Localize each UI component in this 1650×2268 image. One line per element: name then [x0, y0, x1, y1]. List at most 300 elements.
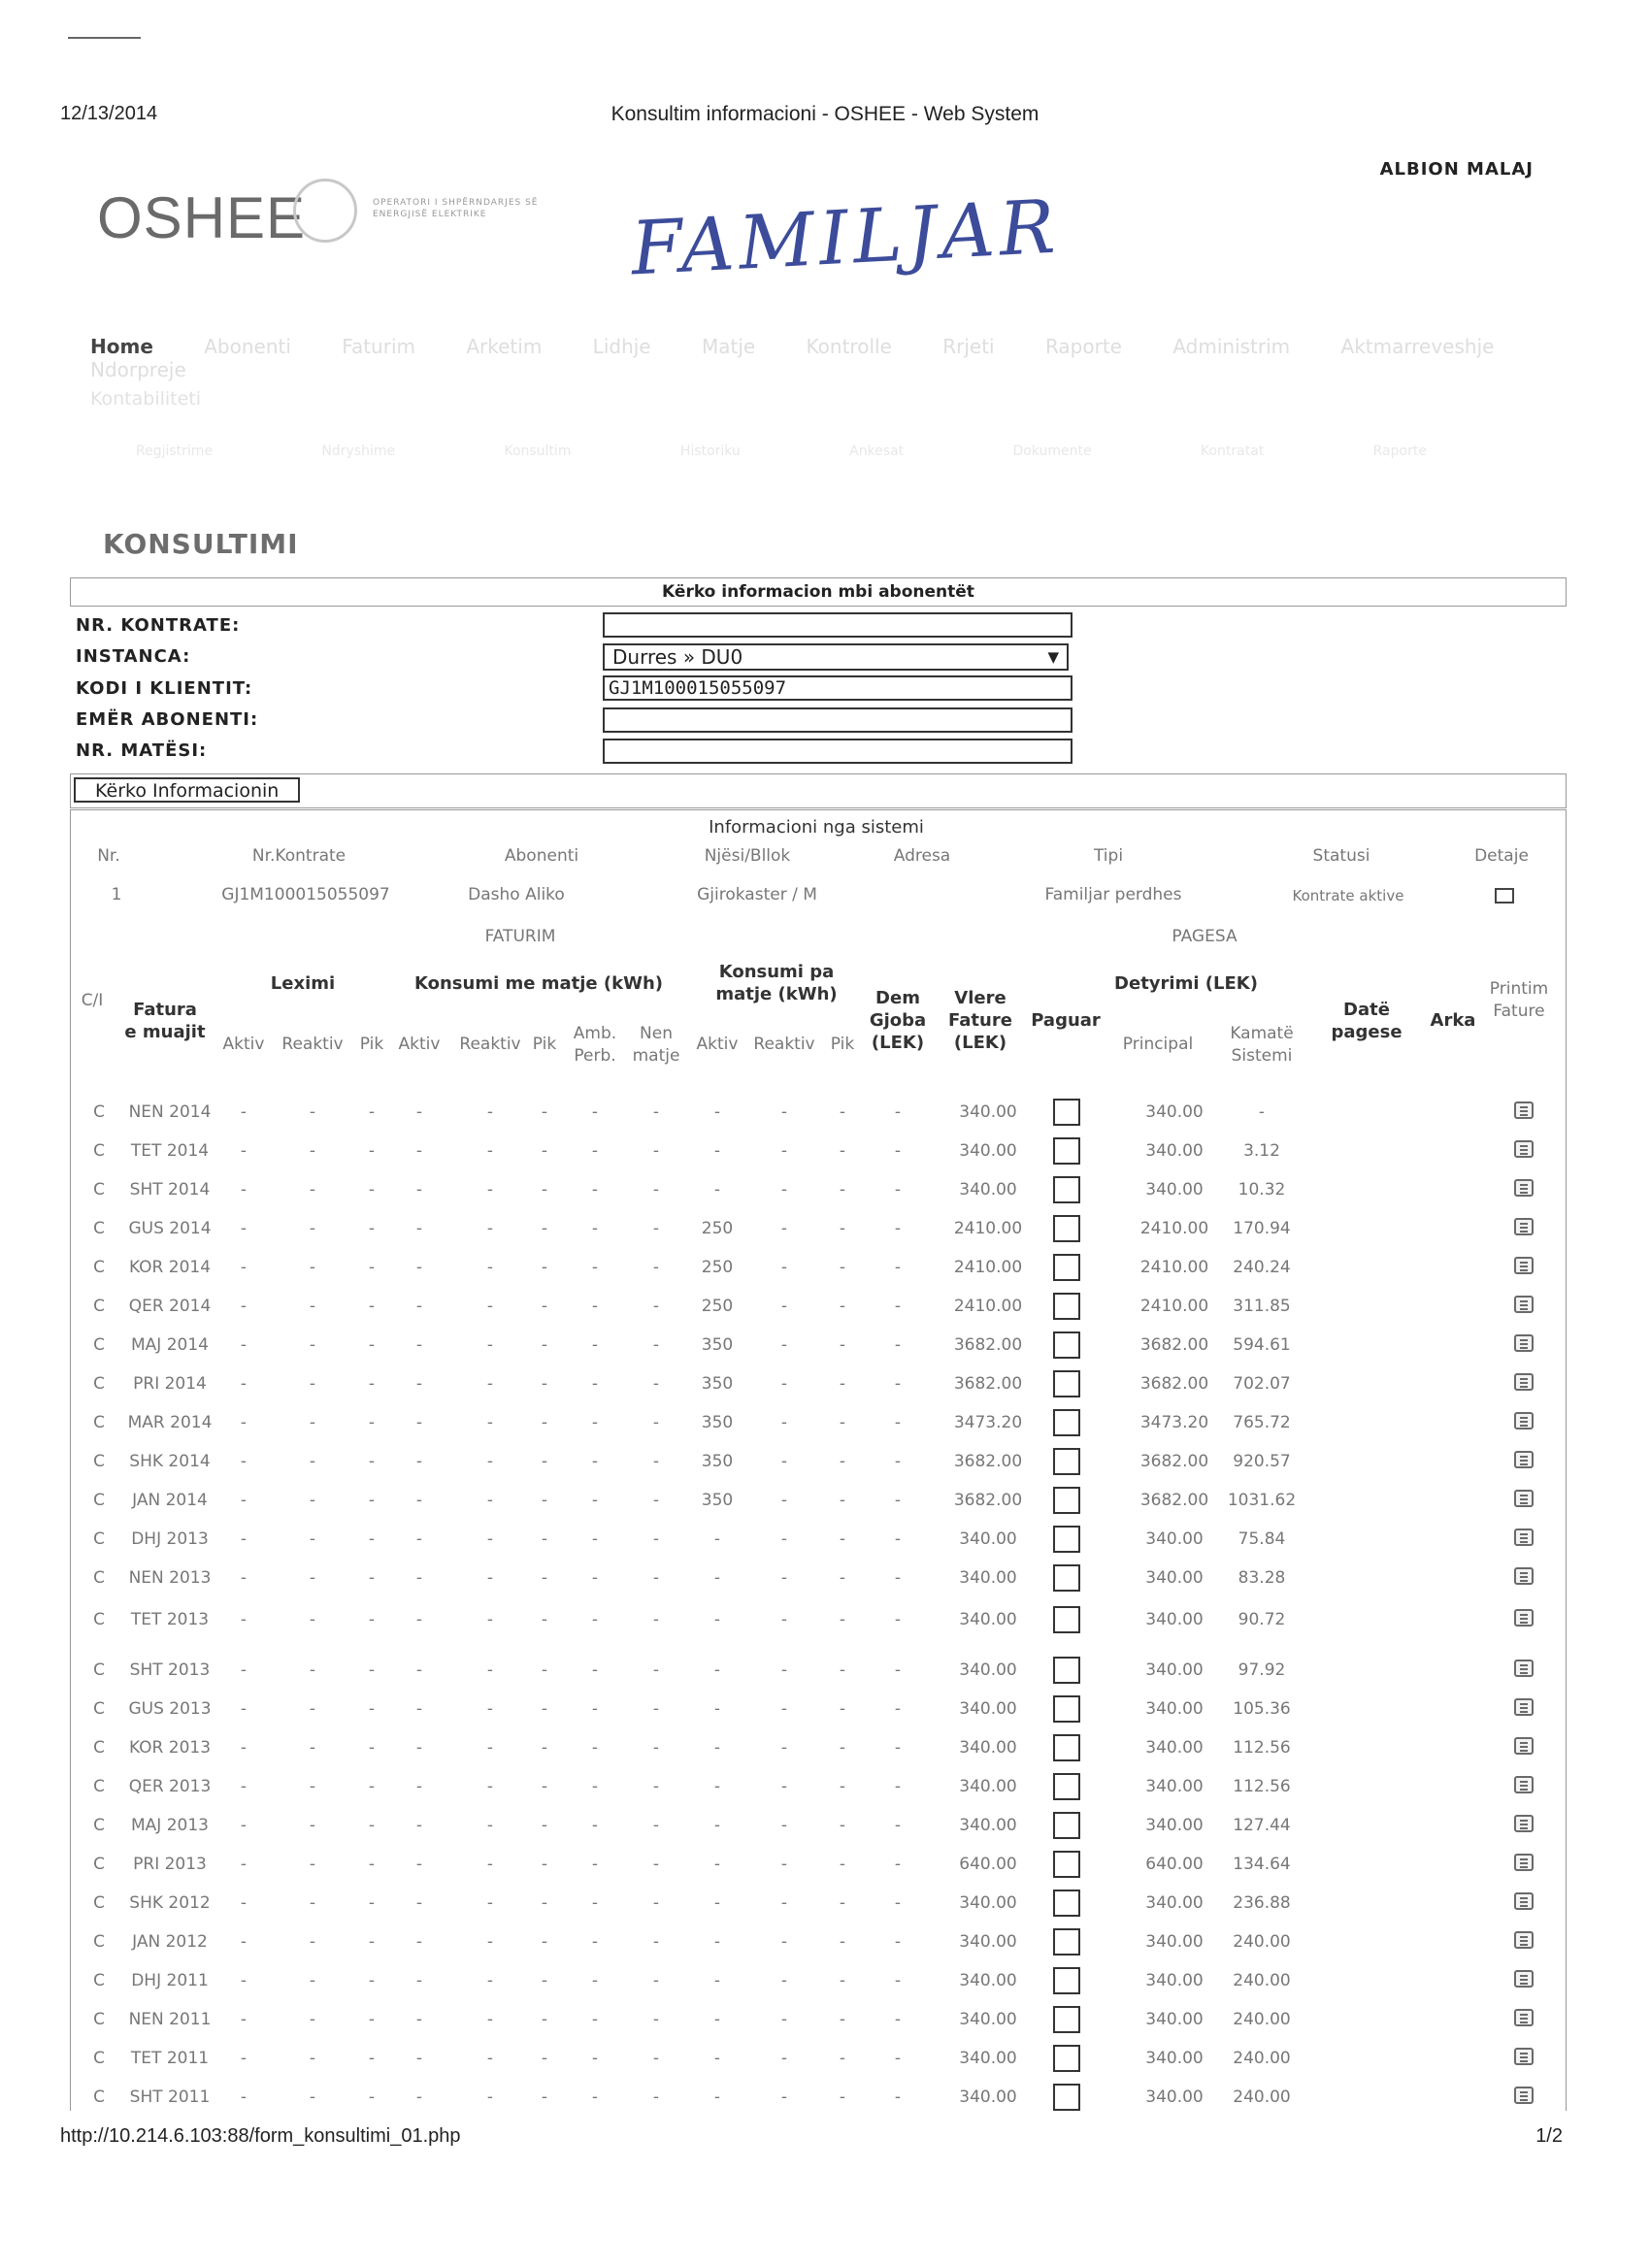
nav-item-ndorpreje[interactable]: Ndorpreje	[90, 358, 186, 381]
row-konsumi-pa-aktiv: -	[713, 1102, 721, 1122]
col-adresa: Adresa	[893, 846, 951, 866]
row-empty-cell: -	[415, 1141, 423, 1161]
sub-me-aktiv: Aktiv	[398, 1035, 441, 1054]
print-invoice-icon[interactable]	[1514, 1257, 1534, 1274]
paguar-checkbox[interactable]	[1053, 1734, 1080, 1761]
print-invoice-icon[interactable]	[1514, 1609, 1534, 1627]
row-principal: 2410.00	[1139, 1219, 1209, 1238]
instanca-select[interactable]	[603, 643, 1069, 671]
row-empty-cell: -	[368, 1374, 376, 1394]
row-empty-cell: -	[652, 1413, 660, 1432]
row-month: GUS 2014	[128, 1219, 212, 1238]
row-empty-cell: -	[541, 1738, 548, 1758]
row-konsumi-pa-aktiv: -	[713, 1816, 721, 1835]
row-vlere-fature: 340.00	[959, 1141, 1017, 1161]
row-principal: 3682.00	[1139, 1491, 1209, 1510]
paguar-checkbox[interactable]	[1053, 1526, 1080, 1553]
paguar-checkbox[interactable]	[1053, 1448, 1080, 1475]
paguar-checkbox[interactable]	[1053, 1851, 1080, 1878]
row-empty-cell: -	[780, 2049, 788, 2068]
row-empty-cell: -	[839, 1738, 846, 1758]
paguar-checkbox[interactable]	[1053, 1928, 1080, 1956]
row-ci: C	[93, 1971, 105, 1990]
row-vlere-fature: 2410.00	[953, 1297, 1023, 1316]
row-ci: C	[93, 1529, 105, 1549]
paguar-checkbox[interactable]	[1053, 1099, 1080, 1126]
instanca-label: INSTANCA:	[76, 646, 191, 667]
paguar-checkbox[interactable]	[1053, 1890, 1080, 1917]
row-empty-cell: -	[368, 1660, 376, 1680]
row-empty-cell: -	[415, 1738, 423, 1758]
row-empty-cell: -	[541, 1491, 548, 1510]
row-empty-cell: -	[368, 1816, 376, 1835]
info-njesi: Gjirokaster / M	[697, 885, 817, 904]
row-empty-cell: -	[415, 1777, 423, 1796]
row-principal: 340.00	[1145, 1932, 1204, 1952]
paguar-checkbox[interactable]	[1053, 1409, 1080, 1436]
row-empty-cell: -	[415, 2087, 423, 2107]
print-invoice-icon[interactable]	[1514, 1179, 1534, 1197]
row-empty-cell: -	[894, 1932, 902, 1952]
results-panel	[70, 809, 1567, 2111]
row-empty-cell: -	[780, 2010, 788, 2029]
row-konsumi-pa-aktiv: -	[713, 2049, 721, 2068]
paguar-checkbox[interactable]	[1053, 1293, 1080, 1320]
row-month: NEN 2014	[128, 1102, 212, 1122]
paguar-checkbox[interactable]	[1053, 1487, 1080, 1514]
print-invoice-icon[interactable]	[1514, 1490, 1534, 1507]
nav-item-faturim[interactable]: Faturim	[342, 335, 415, 358]
col-leximi: Leximi	[270, 973, 336, 994]
row-kamate: 90.72	[1238, 1610, 1286, 1629]
row-empty-cell: -	[541, 1413, 548, 1432]
row-kamate: 1031.62	[1227, 1491, 1297, 1510]
paguar-checkbox[interactable]	[1053, 1370, 1080, 1397]
nav-item-matje[interactable]: Matje	[701, 335, 756, 358]
row-ci: C	[93, 1258, 105, 1277]
row-empty-cell: -	[240, 1660, 248, 1680]
row-empty-cell: -	[486, 1335, 494, 1355]
row-principal: 2410.00	[1139, 1258, 1209, 1277]
row-empty-cell: -	[415, 1374, 423, 1394]
row-empty-cell: -	[839, 1491, 846, 1510]
row-empty-cell: -	[541, 1699, 548, 1719]
row-empty-cell: -	[839, 1699, 846, 1719]
row-empty-cell: -	[894, 1971, 902, 1990]
row-vlere-fature: 3473.20	[953, 1413, 1023, 1432]
kodi-klientit-label: KODI I KLIENTIT:	[76, 678, 253, 699]
row-empty-cell: -	[368, 1219, 376, 1238]
row-principal: 340.00	[1145, 1180, 1204, 1200]
row-konsumi-pa-aktiv: -	[713, 1660, 721, 1680]
row-kamate: -	[1258, 1102, 1266, 1122]
emer-abonenti-input[interactable]	[603, 707, 1072, 733]
row-empty-cell: -	[309, 1297, 316, 1316]
col-vlere-fature: Vlere	[954, 988, 1006, 1008]
row-empty-cell: -	[309, 1893, 316, 1913]
row-empty-cell: -	[541, 1660, 548, 1680]
row-month: JAN 2012	[132, 1932, 208, 1952]
row-empty-cell: -	[309, 1660, 316, 1680]
row-principal: 340.00	[1145, 1777, 1204, 1796]
section-title: KONSULTIMI	[103, 528, 299, 560]
sub-kamate-sistemi: Kamatë	[1230, 1024, 1294, 1043]
row-empty-cell: -	[652, 1855, 660, 1874]
col-tipi: Tipi	[1093, 846, 1124, 866]
row-empty-cell: -	[652, 1297, 660, 1316]
row-empty-cell: -	[780, 1452, 788, 1471]
info-kontrate: GJ1M100015055097	[221, 885, 390, 904]
print-invoice-icon[interactable]	[1514, 1567, 1534, 1585]
row-empty-cell: -	[652, 1699, 660, 1719]
row-principal: 2410.00	[1139, 1297, 1209, 1316]
row-empty-cell: -	[368, 1297, 376, 1316]
paguar-checkbox[interactable]	[1053, 1967, 1080, 1994]
col-date-pagese: Datë	[1343, 1000, 1390, 1020]
row-month: SHT 2013	[129, 1660, 211, 1680]
nav-home[interactable]: Home	[90, 335, 153, 358]
subnav-item[interactable]: Ndryshime	[321, 444, 396, 459]
row-empty-cell: -	[309, 1932, 316, 1952]
row-empty-cell: -	[839, 1297, 846, 1316]
row-empty-cell: -	[541, 1777, 548, 1796]
paguar-checkbox[interactable]	[1053, 2006, 1080, 2033]
row-empty-cell: -	[240, 1102, 248, 1122]
print-invoice-icon[interactable]	[1514, 1296, 1534, 1313]
row-empty-cell: -	[368, 1568, 376, 1588]
sub-nav	[136, 444, 1427, 486]
print-invoice-icon[interactable]	[1514, 1737, 1534, 1755]
row-empty-cell: -	[415, 1568, 423, 1588]
row-empty-cell: -	[780, 1180, 788, 1200]
row-empty-cell: -	[486, 1971, 494, 1990]
subnav-item[interactable]: Raporte	[1372, 444, 1427, 459]
row-ci: C	[93, 1816, 105, 1835]
row-month: TET 2011	[130, 2049, 210, 2068]
row-empty-cell: -	[486, 1610, 494, 1629]
row-empty-cell: -	[780, 1258, 788, 1277]
row-empty-cell: -	[240, 1297, 248, 1316]
paguar-checkbox[interactable]	[1053, 2084, 1080, 2111]
paguar-checkbox[interactable]	[1053, 1695, 1080, 1723]
col-vlere-fature-line2: Fature	[948, 1010, 1012, 1031]
row-konsumi-pa-aktiv: -	[713, 1971, 721, 1990]
print-invoice-icon[interactable]	[1514, 1660, 1534, 1677]
row-principal: 340.00	[1145, 2049, 1204, 2068]
row-vlere-fature: 3682.00	[953, 1374, 1023, 1394]
row-konsumi-pa-aktiv: 350	[701, 1335, 734, 1355]
row-empty-cell: -	[486, 1452, 494, 1471]
row-empty-cell: -	[240, 1610, 248, 1629]
print-invoice-icon[interactable]	[1514, 1892, 1534, 1910]
row-empty-cell: -	[652, 1568, 660, 1588]
row-empty-cell: -	[541, 2087, 548, 2107]
paguar-checkbox[interactable]	[1053, 1331, 1080, 1359]
row-empty-cell: -	[652, 1971, 660, 1990]
print-invoice-icon[interactable]	[1514, 1412, 1534, 1430]
row-empty-cell: -	[839, 1893, 846, 1913]
sub-pa-pik: Pik	[830, 1035, 855, 1054]
scan-mark	[68, 37, 141, 39]
row-empty-cell: -	[894, 1491, 902, 1510]
info-abonenti: Dasho Aliko	[468, 885, 565, 904]
row-empty-cell: -	[652, 1258, 660, 1277]
row-empty-cell: -	[591, 1699, 599, 1719]
row-empty-cell: -	[368, 1141, 376, 1161]
row-empty-cell: -	[309, 1180, 316, 1200]
row-empty-cell: -	[780, 1335, 788, 1355]
search-button[interactable]: Kërko Informacionin	[74, 777, 300, 803]
row-empty-cell: -	[309, 1568, 316, 1588]
row-vlere-fature: 340.00	[959, 1893, 1017, 1913]
col-konsumi-pa-matje-line2: matje (kWh)	[715, 984, 838, 1004]
print-invoice-icon[interactable]	[1514, 1334, 1534, 1352]
nav-item-administrim[interactable]: Administrim	[1172, 335, 1291, 358]
print-invoice-icon[interactable]	[1514, 1101, 1534, 1119]
row-month: DHJ 2011	[131, 1971, 209, 1990]
sub-leximi-aktiv: Aktiv	[222, 1035, 265, 1054]
row-empty-cell: -	[894, 2010, 902, 2029]
paguar-checkbox[interactable]	[1053, 1606, 1080, 1633]
row-empty-cell: -	[368, 1893, 376, 1913]
kodi-klientit-input[interactable]: GJ1M100015055097	[603, 675, 1072, 701]
row-empty-cell: -	[240, 2087, 248, 2107]
row-konsumi-pa-aktiv: -	[713, 1855, 721, 1874]
row-empty-cell: -	[486, 1491, 494, 1510]
row-empty-cell: -	[415, 1660, 423, 1680]
row-empty-cell: -	[591, 1374, 599, 1394]
row-ci: C	[93, 1335, 105, 1355]
detaje-checkbox[interactable]	[1495, 888, 1514, 904]
print-invoice-icon[interactable]	[1514, 1776, 1534, 1793]
subnav-item[interactable]: Regjistrime	[136, 444, 214, 459]
search-panel-title: Kërko informacion mbi abonentët	[662, 582, 974, 602]
row-empty-cell: -	[652, 1932, 660, 1952]
row-empty-cell: -	[652, 1610, 660, 1629]
print-invoice-icon[interactable]	[1514, 2009, 1534, 2026]
row-empty-cell: -	[541, 1529, 548, 1549]
row-empty-cell: -	[240, 1219, 248, 1238]
subnav-item[interactable]: Konsultim	[504, 444, 572, 459]
row-empty-cell: -	[486, 1297, 494, 1316]
row-empty-cell: -	[541, 1971, 548, 1990]
row-empty-cell: -	[309, 1452, 316, 1471]
row-empty-cell: -	[415, 1610, 423, 1629]
row-principal: 340.00	[1145, 1893, 1204, 1913]
row-month: MAJ 2013	[131, 1816, 209, 1835]
row-empty-cell: -	[368, 1452, 376, 1471]
row-empty-cell: -	[240, 1568, 248, 1588]
row-empty-cell: -	[780, 1971, 788, 1990]
row-empty-cell: -	[415, 2010, 423, 2029]
dropdown-arrow-icon: ▼	[1047, 648, 1059, 666]
row-empty-cell: -	[309, 1374, 316, 1394]
row-empty-cell: -	[780, 1932, 788, 1952]
row-empty-cell: -	[240, 1180, 248, 1200]
sub-principal: Principal	[1122, 1035, 1194, 1054]
nav-item-kontrolle[interactable]: Kontrolle	[806, 335, 892, 358]
print-invoice-icon[interactable]	[1514, 1451, 1534, 1468]
print-invoice-icon[interactable]	[1514, 1854, 1534, 1871]
col-dem-gjoba-line3: (LEK)	[871, 1033, 925, 1053]
nav-item-raporte[interactable]: Raporte	[1044, 335, 1122, 358]
row-empty-cell: -	[541, 1893, 548, 1913]
row-empty-cell: -	[486, 2049, 494, 2068]
row-empty-cell: -	[652, 1374, 660, 1394]
row-konsumi-pa-aktiv: 250	[701, 1297, 734, 1316]
row-empty-cell: -	[839, 1180, 846, 1200]
row-empty-cell: -	[591, 1297, 599, 1316]
row-empty-cell: -	[541, 1102, 548, 1122]
row-vlere-fature: 3682.00	[953, 1335, 1023, 1355]
row-empty-cell: -	[486, 2087, 494, 2107]
print-invoice-icon[interactable]	[1514, 1528, 1534, 1546]
row-kamate: 240.00	[1233, 1971, 1291, 1990]
row-empty-cell: -	[839, 1971, 846, 1990]
sub-nen-matje-line2: matje	[632, 1046, 680, 1066]
row-empty-cell: -	[780, 1738, 788, 1758]
row-kamate: 920.57	[1233, 1452, 1291, 1471]
row-empty-cell: -	[415, 1932, 423, 1952]
logo-subtitle: OPERATORI I SHPËRNDARJES SË ENERGJISË ELEKTRIKE	[373, 198, 539, 219]
row-empty-cell: -	[894, 1141, 902, 1161]
sub-amb-perb: Amb.	[573, 1024, 617, 1043]
subnav-item[interactable]: Historiku	[679, 444, 741, 459]
row-vlere-fature: 340.00	[959, 1610, 1017, 1629]
row-month: TET 2013	[130, 1610, 210, 1629]
row-empty-cell: -	[486, 1816, 494, 1835]
paguar-checkbox[interactable]	[1053, 1564, 1080, 1592]
nav-item-aktmarreveshje[interactable]: Aktmarreveshje	[1340, 335, 1495, 358]
row-empty-cell: -	[652, 2087, 660, 2107]
col-printim-fature-line2: Fature	[1493, 1002, 1545, 1021]
row-empty-cell: -	[240, 1893, 248, 1913]
row-empty-cell: -	[894, 1738, 902, 1758]
logo-ring-icon	[293, 179, 357, 243]
print-invoice-icon[interactable]	[1514, 1698, 1534, 1716]
nr-kontrate-input[interactable]	[603, 612, 1072, 638]
col-nr-kontrate: Nr.Kontrate	[251, 846, 346, 866]
row-empty-cell: -	[309, 1816, 316, 1835]
subnav-item[interactable]: Dokumente	[1012, 444, 1092, 459]
row-ci: C	[93, 1491, 105, 1510]
nav-item-arketim[interactable]: Arketim	[466, 335, 543, 358]
row-empty-cell: -	[591, 1610, 599, 1629]
row-empty-cell: -	[894, 1893, 902, 1913]
col-detyrimi: Detyrimi (LEK)	[1114, 973, 1258, 994]
paguar-checkbox[interactable]	[1053, 1254, 1080, 1281]
print-invoice-icon[interactable]	[1514, 1373, 1534, 1391]
nav-item-rrjeti[interactable]: Rrjeti	[942, 335, 995, 358]
row-kamate: 765.72	[1233, 1413, 1291, 1432]
print-invoice-icon[interactable]	[1514, 1218, 1534, 1235]
row-kamate: 240.00	[1233, 2087, 1291, 2107]
nr-matesi-input[interactable]	[603, 739, 1072, 764]
row-ci: C	[93, 1374, 105, 1394]
row-vlere-fature: 340.00	[959, 2087, 1017, 2107]
paguar-checkbox[interactable]	[1053, 1176, 1080, 1203]
print-invoice-icon[interactable]	[1514, 2087, 1534, 2104]
print-invoice-icon[interactable]	[1514, 1970, 1534, 1988]
row-ci: C	[93, 1452, 105, 1471]
paguar-checkbox[interactable]	[1053, 1137, 1080, 1165]
col-fatura: Fatura	[133, 1000, 197, 1020]
row-principal: 340.00	[1145, 1102, 1204, 1122]
row-empty-cell: -	[652, 1219, 660, 1238]
row-empty-cell: -	[839, 1816, 846, 1835]
row-empty-cell: -	[541, 1932, 548, 1952]
sub-pa-reaktiv: Reaktiv	[753, 1035, 815, 1054]
print-invoice-icon[interactable]	[1514, 1815, 1534, 1832]
row-month: QER 2013	[128, 1777, 212, 1796]
paguar-checkbox[interactable]	[1053, 1773, 1080, 1800]
row-kamate: 105.36	[1233, 1699, 1291, 1719]
paguar-checkbox[interactable]	[1053, 2045, 1080, 2072]
row-empty-cell: -	[541, 1855, 548, 1874]
paguar-checkbox[interactable]	[1053, 1812, 1080, 1839]
row-month: KOR 2014	[128, 1258, 212, 1277]
paguar-checkbox[interactable]	[1053, 1215, 1080, 1242]
row-empty-cell: -	[541, 1141, 548, 1161]
subnav-item[interactable]: Kontratat	[1200, 444, 1265, 459]
row-vlere-fature: 2410.00	[953, 1258, 1023, 1277]
col-konsumi-me-matje: Konsumi me matje (kWh)	[413, 973, 664, 994]
print-invoice-icon[interactable]	[1514, 2048, 1534, 2065]
main-nav	[90, 335, 1546, 381]
print-invoice-icon[interactable]	[1514, 1931, 1534, 1949]
paguar-checkbox[interactable]	[1053, 1657, 1080, 1684]
row-empty-cell: -	[240, 1738, 248, 1758]
row-empty-cell: -	[839, 1932, 846, 1952]
row-empty-cell: -	[368, 1699, 376, 1719]
oshee-logo: OSHEE	[97, 185, 307, 250]
col-paguar: Paguar	[1031, 1010, 1101, 1031]
nav-item-abonenti[interactable]: Abonenti	[204, 335, 291, 358]
row-empty-cell: -	[309, 1258, 316, 1277]
row-empty-cell: -	[780, 1660, 788, 1680]
row-empty-cell: -	[240, 2049, 248, 2068]
row-month: SHT 2014	[129, 1180, 211, 1200]
nav-item-lidhje[interactable]: Lidhje	[592, 335, 651, 358]
row-konsumi-pa-aktiv: 250	[701, 1219, 734, 1238]
nav-item-kontabiliteti[interactable]: Kontabiliteti	[90, 388, 202, 410]
row-empty-cell: -	[839, 1141, 846, 1161]
row-empty-cell: -	[894, 1374, 902, 1394]
row-empty-cell: -	[486, 1374, 494, 1394]
row-empty-cell: -	[240, 1932, 248, 1952]
row-empty-cell: -	[240, 1777, 248, 1796]
subnav-item[interactable]: Ankesat	[849, 444, 905, 459]
row-empty-cell: -	[309, 2010, 316, 2029]
print-invoice-icon[interactable]	[1514, 1140, 1534, 1158]
row-empty-cell: -	[591, 1568, 599, 1588]
row-ci: C	[93, 1932, 105, 1952]
row-month: JAN 2014	[132, 1491, 208, 1510]
row-month: TET 2014	[130, 1141, 210, 1161]
row-kamate: 240.24	[1233, 1258, 1291, 1277]
row-empty-cell: -	[240, 1529, 248, 1549]
row-empty-cell: -	[591, 1893, 599, 1913]
row-empty-cell: -	[780, 1413, 788, 1432]
row-empty-cell: -	[839, 1102, 846, 1122]
row-empty-cell: -	[652, 1893, 660, 1913]
row-empty-cell: -	[415, 1971, 423, 1990]
row-konsumi-pa-aktiv: 350	[701, 1452, 734, 1471]
print-date: 12/13/2014	[60, 103, 158, 124]
row-empty-cell: -	[309, 1219, 316, 1238]
row-empty-cell: -	[541, 1610, 548, 1629]
row-empty-cell: -	[780, 1816, 788, 1835]
